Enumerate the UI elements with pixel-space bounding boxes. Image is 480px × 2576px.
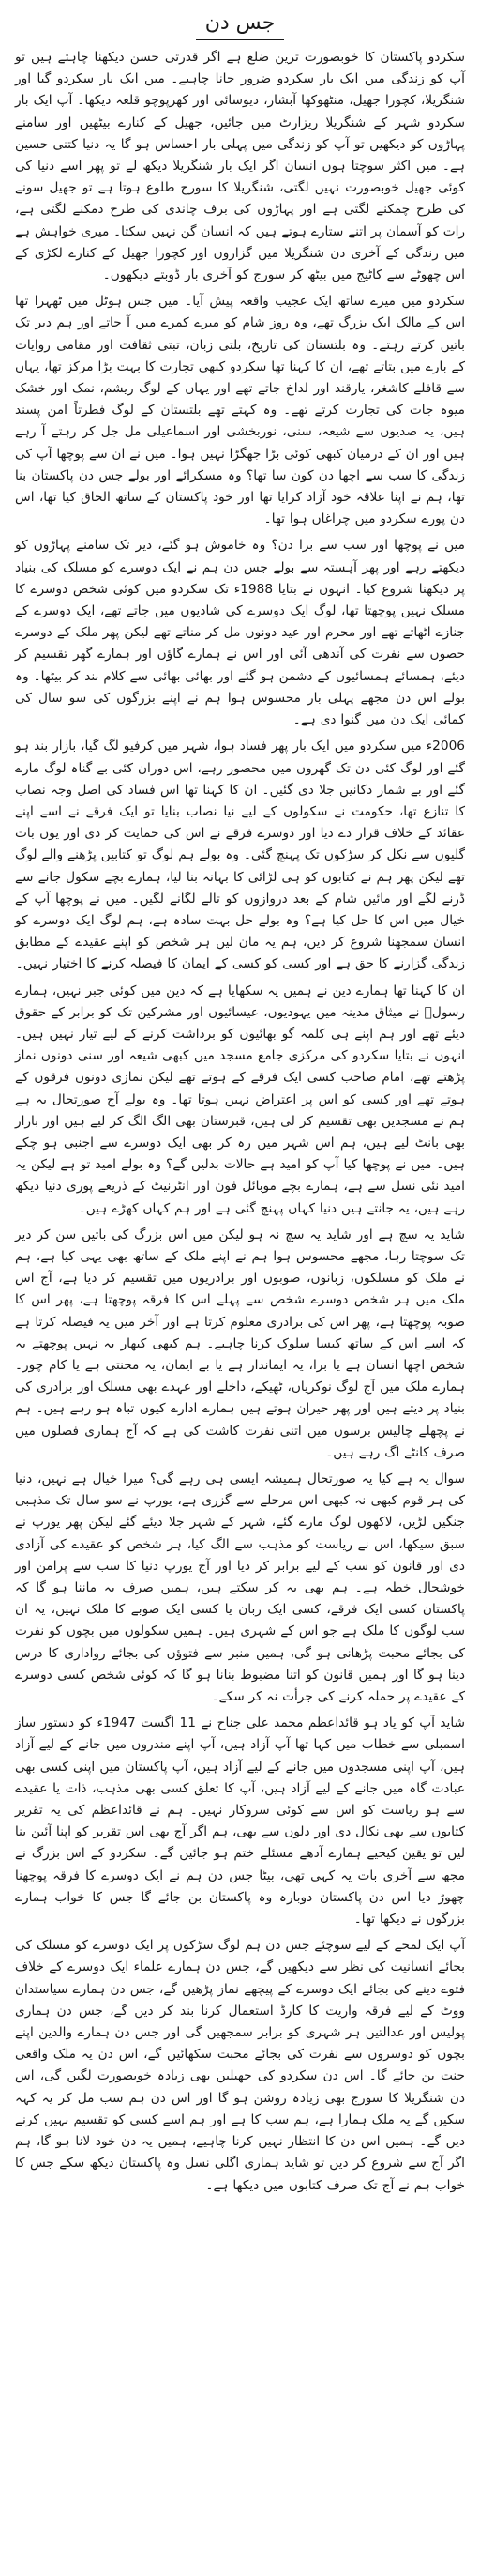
article-paragraph: آپ ایک لمحے کے لیے سوچئے جس دن ہم لوگ سڑکوں پر ایک دوسرے کو مسلک کی بجائے انسانیت کی نظر سے دیکھیں گے، جس دن ہمارے علماء ایک دوسرے کے خلاف فتوے دینے کی بجائے ایک دوسرے کے پیچھے نماز پڑھیں گے، جس دن ہمارے سیاستدان ووٹ کے لیے فرقہ واریت کا کارڈ استعمال کرنا بند کر دیں گے، جس دن ہماری پولیس اور عدالتیں ہر شہری کو برابر سمجھیں گی اور جس دن ہمارے والدین اپنے بچوں کو دوسروں سے نفرت کی بجائے محبت سکھائیں گے، اس دن یہ ملک واقعی جنت بن جائے گا۔ اس دن سکردو کی جھیلیں بھی زیادہ خوبصورت لگیں گی، اس دن شنگریلا کا سورج بھی زیادہ روشن ہو گا اور اس دن ہم سب مل کر یہ کہہ سکیں گے یہ ملک ہمارا ہے، ہم سب کا ہے اور ہم اسے کسی کو تقسیم نہیں کرنے دیں گے۔ ہمیں اس دن کا انتظار نہیں کرنا چاہیے، ہمیں یہ دن خود لانا ہو گا، ہم اگر آج سے شروع کر دیں تو شاید ہماری اگلی نسل وہ پاکستان دیکھ سکے جس کا خواب ہم نے آج تک صرف کتابوں میں دیکھا ہے۔	[15, 1938, 465, 2193]
article-paragraph: سکردو میں میرے ساتھ ایک عجیب واقعہ پیش آیا۔ میں جس ہوٹل میں ٹھہرا تھا اس کے مالک ایک بزرگ تھے، وہ روز شام کو میرے کمرے میں آ جاتے اور ہم دیر تک باتیں کرتے رہتے۔ وہ بلتستان کی تاریخ، بلتی زبان، تبتی ثقافت اور مقامی روایات کے بارے میں بتاتے تھے، ان کا کہنا تھا سکردو کبھی تجارت کا بہت بڑا مرکز تھا، یہاں سے قافلے کاشغر، یارقند اور لداخ جاتے تھے اور یہاں کے لوگ ریشم، نمک اور خشک میوہ جات کی تجارت کرتے تھے۔ وہ کہتے تھے بلتستان کے لوگ فطرتاً امن پسند ہیں، یہ صدیوں سے شیعہ، سنی، نوربخشی اور اسماعیلی مل جل کر رہتے آ رہے ہیں اور ان کے درمیان کبھی کوئی بڑا جھگڑا نہیں ہوا۔ میں نے ان سے پوچھا آپ کی زندگی کا سب سے اچھا دن کون سا تھا؟ وہ مسکرائے اور بولے جس دن پاکستان بنا تھا، ہم نے اپنا علاقہ خود آزاد کرایا تھا اور خود پاکستان کے ساتھ الحاق کیا تھا، اس دن پورے سکردو میں چراغاں ہوا تھا۔	[15, 294, 465, 527]
article-paragraph: سوال یہ ہے کیا یہ صورتحال ہمیشہ ایسی ہی رہے گی؟ میرا خیال ہے نہیں، دنیا کی ہر قوم کبھی نہ کبھی اس مرحلے سے گزری ہے، یورپ نے سو سال تک مذہبی جنگیں لڑیں، لاکھوں لوگ مارے گئے، شہر کے شہر جلا دیئے گئے لیکن پھر یورپ نے سبق سیکھا، اس نے ریاست کو مذہب سے الگ کیا، ہر شخص کو عقیدے کی آزادی دی اور قانون کو سب کے لیے برابر کر دیا اور آج یورپ دنیا کا سب سے پرامن اور خوشحال خطہ ہے۔ ہم بھی یہ کر سکتے ہیں، ہمیں صرف یہ ماننا ہو گا کہ پاکستان کسی ایک فرقے، کسی ایک زبان یا کسی ایک صوبے کا ملک نہیں، یہ ان سب لوگوں کا ملک ہے جو اس کے شہری ہیں۔ ہمیں سکولوں میں بچوں کو نفرت کی بجائے محبت پڑھانی ہو گی، ہمیں منبر سے فتوؤں کی بجائے رواداری کا درس دینا ہو گا اور ہمیں قانون کو اتنا مضبوط بنانا ہو گا کہ کوئی شخص کسی دوسرے کے عقیدے پر حملہ کرنے کی جرأت نہ کر سکے۔	[15, 1471, 465, 1705]
article-body	[15, 47, 465, 2197]
article-paragraph: شاید آپ کو یاد ہو قائداعظم محمد علی جناح نے 11 اگست 1947ء کو دستور ساز اسمبلی سے خطاب میں کہا تھا آپ آزاد ہیں، آپ اپنے مندروں میں جانے کے لیے آزاد ہیں، آپ اپنی مسجدوں میں جانے کے لیے آزاد ہیں، آپ پاکستان میں اپنی کسی بھی عبادت گاہ میں جانے کے لیے آزاد ہیں، آپ کا تعلق کسی بھی مذہب، ذات یا عقیدے سے ہو ریاست کو اس سے کوئی سروکار نہیں۔ ہم نے قائداعظم کی یہ تقریر کتابوں سے بھی نکال دی اور دلوں سے بھی، ہم اگر آج بھی اس تقریر کو اپنا آئین بنا لیں تو یقین کیجیے ہمارے آدھے مسئلے ختم ہو جائیں گے۔ سکردو کے اس بزرگ نے مجھ سے آخری بات یہ کہی تھی، بیٹا جس دن ہم نے ایک دوسرے کا فرقہ پوچھنا چھوڑ دیا اس دن پاکستان دوبارہ وہ پاکستان بن جائے گا جس کا خواب ہمارے بزرگوں نے دیکھا تھا۔	[15, 1715, 466, 1928]
article-paragraph: سکردو پاکستان کا خوبصورت ترین ضلع ہے اگر قدرتی حسن دیکھنا چاہتے ہیں تو آپ کو زندگی میں ایک بار سکردو ضرور جانا چاہیے۔ میں ایک بار سکردو گیا اور شنگریلا، کچورا جھیل، منٹھوکھا آبشار، دیوسائی اور کھرپوچو قلعہ دیکھا۔ آپ ایک بار سکردو شہر کے شنگریلا ریزارٹ میں جائیں، جھیل کے کنارے بیٹھیں اور سامنے پہاڑوں کو دیکھیں تو آپ کو زندگی میں پہلی بار احساس ہو گا یہ دنیا کتنی حسین ہے۔ میں اکثر سوچتا ہوں انسان اگر ایک بار شنگریلا دیکھ لے تو پھر اسے دنیا کی کوئی جھیل خوبصورت نہیں لگتی، شنگریلا کا سورج طلوع ہوتا ہے تو جھیل سونے کی طرح چمکنے لگتی ہے اور پہاڑوں کی برف چاندی کی طرح دمکنے لگتی ہے، رات کو آسمان پر اتنے ستارے ہوتے ہیں کہ انسان گن نہیں سکتا۔ میری خواہش ہے میں زندگی کے آخری دن شنگریلا میں گزاروں اور کچورا جھیل کے کنارے لکڑی کے اس چھوٹے سے کاٹیج میں بیٹھ کر سورج کو آخری بار ڈوبتے دیکھوں۔	[15, 50, 465, 283]
article-paragraph: میں نے پوچھا اور سب سے برا دن؟ وہ خاموش ہو گئے، دیر تک سامنے پہاڑوں کو دیکھتے رہے اور پھر آہستہ سے بولے جس دن ہم نے ایک دوسرے کو مسلک کی بنیاد پر دیکھنا شروع کیا۔ انہوں نے بتایا 1988ء تک سکردو میں کوئی شخص دوسرے کا مسلک نہیں پوچھتا تھا، لوگ ایک دوسرے کی شادیوں میں جاتے تھے، ایک دوسرے کے جنازے اٹھاتے تھے اور محرم اور عید دونوں مل کر مناتے تھے لیکن پھر ملک کے دوسرے حصوں سے نفرت کی آندھی آئی اور اس نے ہمارے گاؤں اور ہمارے گھر تقسیم کر دیئے، ہمسائے ہمسائیوں کے دشمن ہو گئے اور بھائی بھائی سے کلام بند کر بیٹھا۔ وہ بولے اس دن مجھے پہلی بار محسوس ہوا ہم نے اپنے بزرگوں کی سو سال کی کمائی ایک دن میں گنوا دی ہے۔	[15, 538, 465, 728]
article-paragraph: شاید یہ سچ ہے اور شاید یہ سچ نہ ہو لیکن میں اس بزرگ کی باتیں سن کر دیر تک سوچتا رہا، مجھے محسوس ہوا ہم نے اپنے ملک کے ساتھ بھی یہی کیا ہے، ہم نے ملک کو مسلکوں، زبانوں، صوبوں اور برادریوں میں تقسیم کر دیا ہے، آج اس ملک میں ہر شخص دوسرے شخص سے پہلے اس کا فرقہ پوچھتا ہے، پھر اس کا صوبہ پوچھتا ہے، پھر اس کی برادری معلوم کرتا ہے اور آخر میں یہ فیصلہ کرتا ہے کہ اسے اس کے ساتھ کیسا سلوک کرنا چاہیے۔ ہم کبھی کبھار یہ نہیں پوچھتے یہ شخص اچھا انسان ہے یا برا، یہ ایماندار ہے یا بے ایمان، یہ محنتی ہے یا کام چور۔ ہمارے ملک میں آج لوگ نوکریاں، ٹھیکے، داخلے اور عہدے بھی مسلک اور برادری کی بنیاد پر دیتے ہیں اور پھر حیران ہوتے ہیں ہمارے ادارے کیوں تباہ ہو رہے ہیں۔ ہم نے پچھلے چالیس برسوں میں اتنی نفرت کاشت کی ہے کہ آج ہماری فصلوں میں صرف کانٹے اگ رہے ہیں۔	[15, 1227, 465, 1460]
article-title: جس دن	[196, 9, 285, 40]
article-paragraph: 2006ء میں سکردو میں ایک بار پھر فساد ہوا، شہر میں کرفیو لگ گیا، بازار بند ہو گئے اور لوگ کئی دن تک گھروں میں محصور رہے، اس دوران کئی بے گناہ لوگ مارے گئے اور بے شمار دکانیں جلا دی گئیں۔ ان کا کہنا تھا اس فساد کی اصل وجہ نصاب کا تنازع تھا، حکومت نے سکولوں کے لیے نیا نصاب بنایا تو ایک فرقے نے اسے اپنے عقائد کے خلاف قرار دے دیا اور دوسرے فرقے نے اس کی حمایت کر دی اور یوں بات گلیوں سے نکل کر سڑکوں تک پہنچ گئی۔ وہ بولے ہم لوگ تو کتابیں پڑھنے والے لوگ تھے لیکن پھر ہم نے کتابوں کو ہی لڑائی کا بہانہ بنا لیا، ہمارے بچے سکول جانے سے ڈرنے لگے اور مائیں شام کے بعد دروازوں کو تالے لگانے لگیں۔ میں نے پوچھا آپ کے خیال میں اس کا حل کیا ہے؟ وہ بولے حل بہت سادہ ہے، ہم لوگ ایک دوسرے کو انسان سمجھنا شروع کر دیں، ہم یہ مان لیں ہر شخص کو اپنے عقیدے کے مطابق زندگی گزارنے کا حق ہے اور کسی کو کسی کے ایمان کا فیصلہ کرنے کا اختیار نہیں۔	[15, 739, 465, 972]
article-paragraph: ان کا کہنا تھا ہمارے دین نے ہمیں یہ سکھایا ہے کہ دین میں کوئی جبر نہیں، ہمارے رسولؐ نے میثاق مدینہ میں یہودیوں، عیسائیوں اور مشرکین تک کو برابر کے حقوق دیئے تھے اور ہم اپنے ہی کلمہ گو بھائیوں کو برداشت کرنے کے لیے تیار نہیں ہیں۔ انہوں نے بتایا سکردو کی مرکزی جامع مسجد میں کبھی شیعہ اور سنی دونوں نماز پڑھتے تھے، امام صاحب کسی ایک فرقے کے ہوتے تھے لیکن نمازی دونوں فرقوں کے ہوتے تھے اور کسی کو اس پر اعتراض نہیں ہوتا تھا۔ وہ بولے آج صورتحال یہ ہے ہم نے مسجدیں بھی تقسیم کر لی ہیں، قبرستان بھی الگ الگ کر لیے ہیں اور بازار بھی بانٹ لیے ہیں، ہم اس شہر میں رہ کر بھی ایک دوسرے سے اجنبی ہو چکے ہیں۔ میں نے پوچھا کیا آپ کو امید ہے حالات بدلیں گے؟ وہ بولے امید تو ہے لیکن یہ امید نئی نسل سے ہے، ہمارے بچے موبائل فون اور انٹرنیٹ کے ذریعے پوری دنیا دیکھ رہے ہیں، یہ جانتے ہیں دنیا کہاں پہنچ گئی ہے اور ہم کہاں کھڑے ہیں۔	[15, 983, 465, 1216]
title-wrap	[15, 9, 465, 41]
